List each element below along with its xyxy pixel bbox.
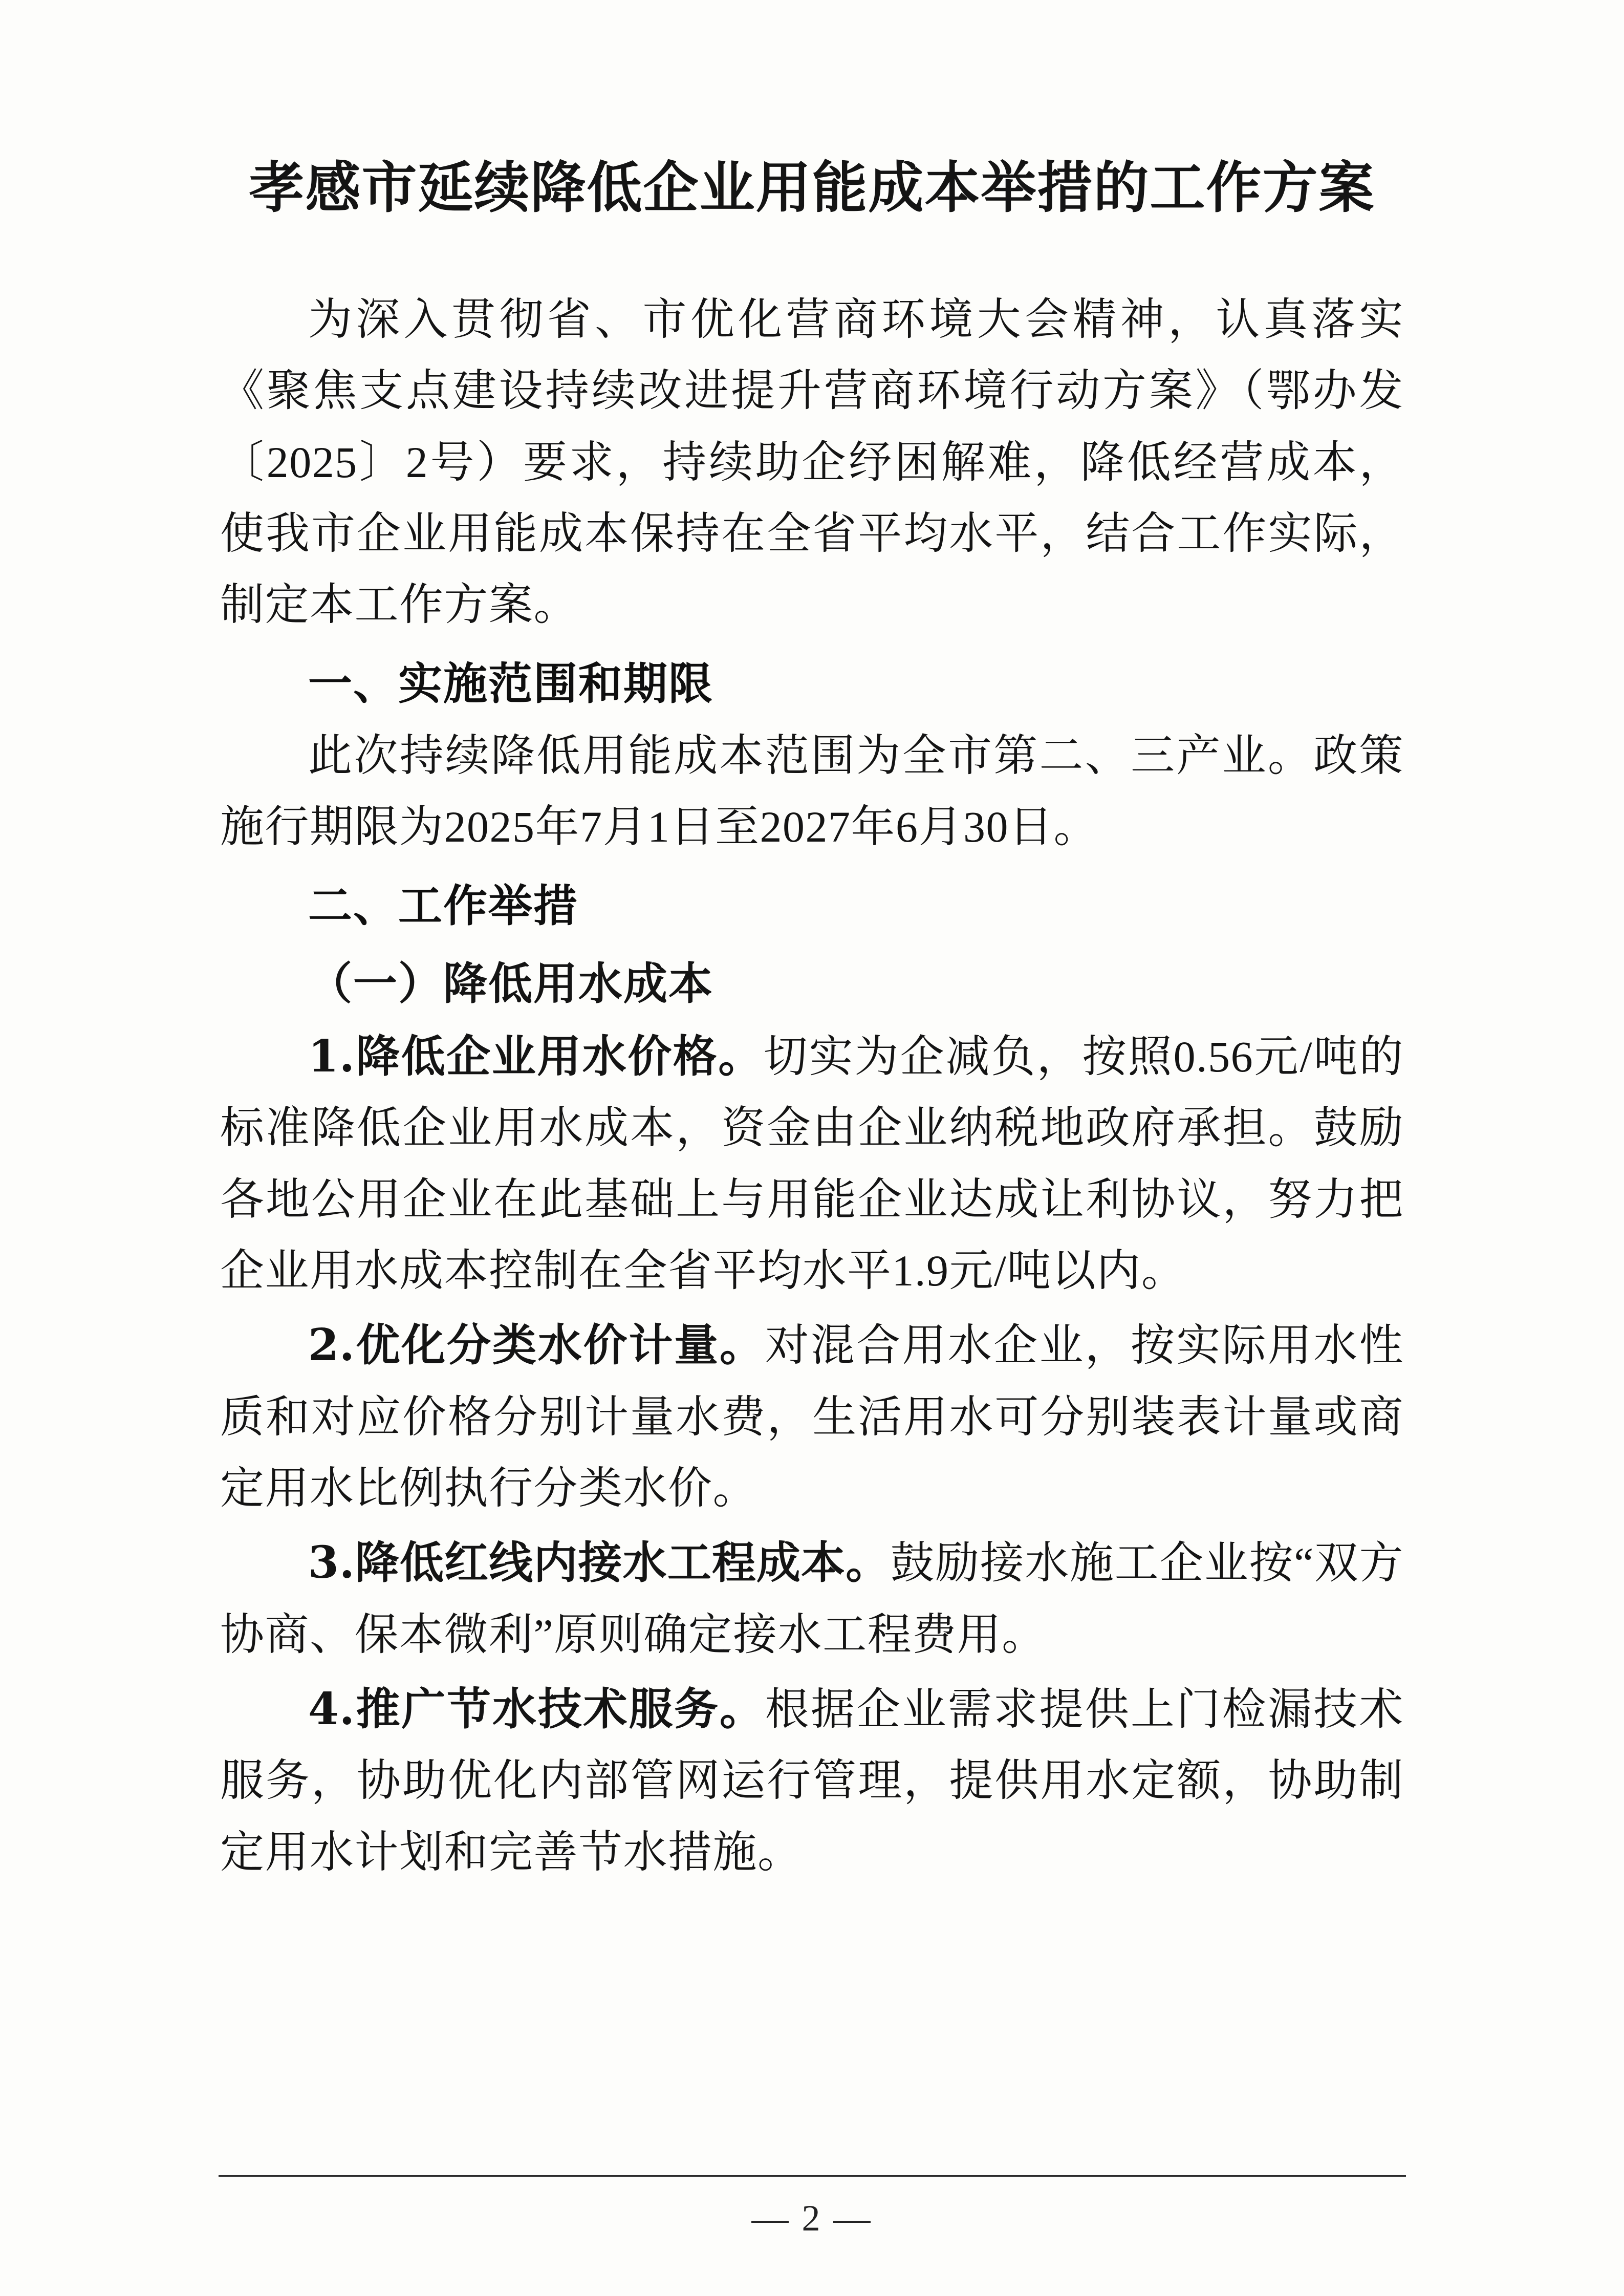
measure-item-2-lead: 2.优化分类水价计量。 [308,1319,765,1371]
measure-item-3 [220,1527,1404,1670]
subsection-heading-water-cost: （一）降低用水成本 [308,959,713,1008]
section-scope-paragraph: 此次持续降低用能成本范围为全市第二、三产业。政策施行期限为2025年7月1日至2027年6月30日。 [220,731,1404,852]
footer-divider [219,2175,1406,2177]
measure-item-3-body: 鼓励接水施工企业按“双方协商、保本微利”原则确定接水工程费用。 [220,1538,1404,1659]
intro-paragraph: 为深入贯彻省、市优化营商环境大会精神，认真落实《聚焦支点建设持续改进提升营商环境行动方案》（鄂办发〔2025〕2号）要求，持续助企纾困解难，降低经营成本，使我市企业用能成本保持在全省平均水平，结合工作实际，制定本工作方案。 [220,295,1404,630]
page-footer [0,2175,1624,2240]
measure-item-4-lead: 4.推广节水技术服务。 [308,1683,765,1735]
measure-item-4 [220,1673,1404,1888]
section-heading-measures: 二、工作举措 [308,879,578,932]
measure-item-3-lead: 3.降低红线内接水工程成本。 [308,1537,891,1589]
page-title: 孝感市延续降低企业用能成本举措的工作方案 [249,156,1375,220]
measure-item-2-body: 对混合用水企业，按实际用水性质和对应价格分别计量水费，生活用水可分别装表计量或商定用水比例执行分类水价。 [220,1321,1404,1513]
measure-item-1 [220,1021,1404,1306]
section-heading-scope: 一、实施范围和期限 [308,657,713,710]
page-number: — 2 — [751,2198,873,2239]
measure-item-4-body: 根据企业需求提供上门检漏技术服务，协助优化内部管网运行管理，提供用水定额，协助制定用水计划和完善节水措施。 [220,1684,1404,1877]
measure-item-1-body: 切实为企减负，按照0.56元/吨的标准降低企业用水成本，资金由企业纳税地政府承担。鼓励各地公用企业在此基础上与用能企业达成让利协议，努力把企业用水成本控制在全省平均水平1.9元/吨以内。 [220,1032,1404,1296]
measure-item-2 [220,1310,1404,1524]
measure-item-1-lead: 1.降低企业用水价格。 [308,1031,764,1083]
